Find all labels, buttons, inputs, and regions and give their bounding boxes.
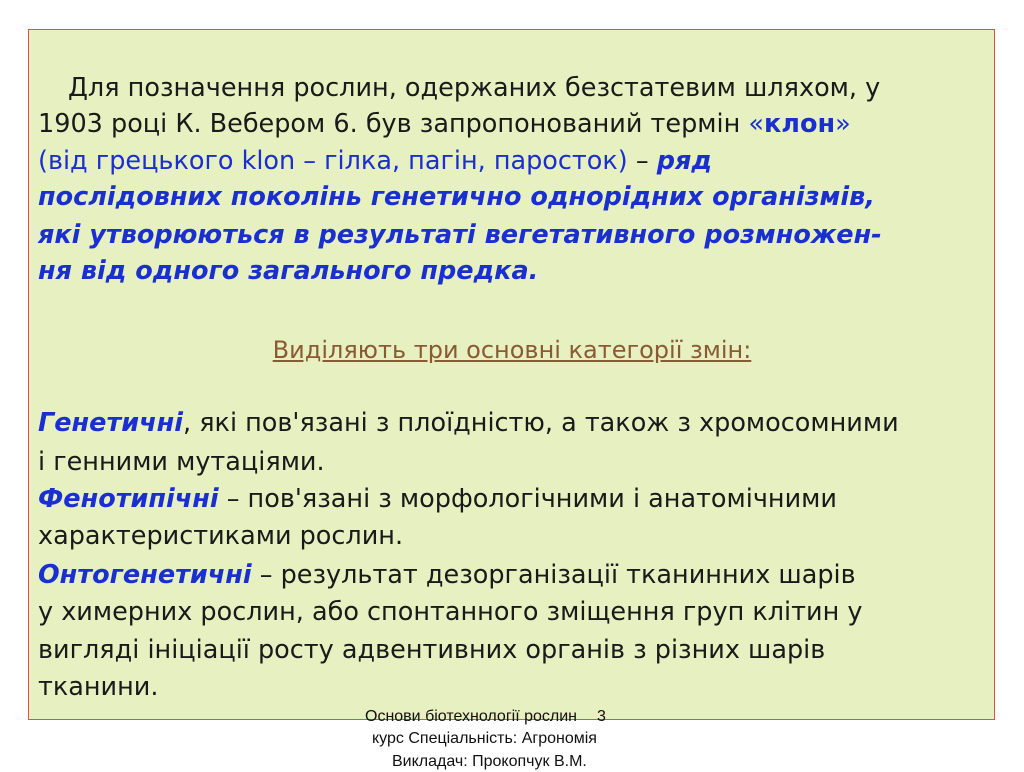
term-clone: клон — [763, 109, 836, 139]
genetic-description: , які пов'язані з плоїдністю, а також з хромосомними — [182, 408, 899, 438]
phenotypic-term: Фенотипічні — [38, 484, 219, 514]
definition-line-4: послідовних поколінь генетично однорідних організмів, — [38, 182, 875, 212]
ontogenetic-description: – результат дезорганізації тканинних шарів — [251, 560, 856, 590]
definition-line-1-text: Для позначення рослин, одержаних безстатевим шляхом, у — [68, 73, 881, 103]
definition-line-6: ня від одного загального предка. — [38, 256, 539, 286]
pheno-line-2: характеристиками рослин. — [38, 521, 404, 551]
onto-line-2: у химерних рослин, або спонтанного зміщення груп клітин у — [38, 597, 863, 627]
definition-line-5: які утворюються в результаті вегетативного розмножен- — [38, 220, 882, 250]
footer-course-title: Основи біотехнології рослин — [365, 708, 578, 725]
categories-heading: Виділяють три основні категорії змін: — [272, 336, 752, 364]
phenotypic-description: – пов'язані з морфологічними і анатомічними — [218, 484, 837, 514]
open-quote: « — [748, 109, 764, 139]
ontogenetic-term: Онтогенетичні — [38, 560, 252, 590]
term-origin: (від грецького klon – гілка, пагін, паросток) — [38, 146, 628, 176]
onto-line-3: вигляді ініціації росту адвентивних органів з різних шарів — [38, 635, 826, 665]
genetic-term: Генетичні — [38, 408, 183, 438]
genetic-line-2: і генними мутаціями. — [38, 447, 325, 477]
onto-line-1 — [38, 560, 856, 590]
onto-line-4: тканини. — [38, 672, 159, 702]
pheno-line-1 — [38, 484, 837, 514]
footer-specialty: курс Спеціальність: Агрономія — [372, 730, 597, 747]
definition-line-2-text: 1903 році К. Вебером 6. був запропонований термін — [38, 109, 749, 139]
definition-line-2 — [38, 109, 851, 139]
definition-line-3 — [38, 146, 712, 176]
definition-line-1 — [68, 73, 880, 103]
genetic-line-1 — [38, 408, 899, 438]
definition-dash: – — [627, 146, 657, 176]
close-quote: » — [835, 109, 851, 139]
definition-start: ряд — [656, 146, 712, 176]
footer-course — [365, 707, 606, 727]
footer-lecturer: Викладач: Прокопчук В.М. — [392, 753, 587, 770]
footer-page-number: 3 — [597, 708, 606, 725]
